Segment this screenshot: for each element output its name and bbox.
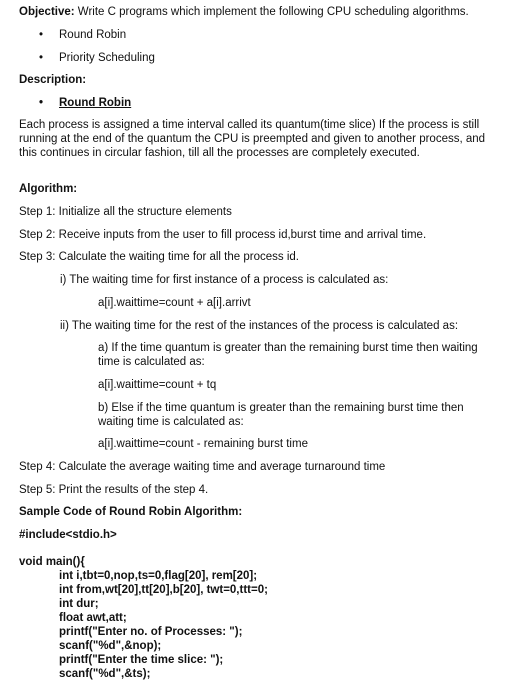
- code-line: int i,tbt=0,nop,ts=0,flag[20], rem[20];: [59, 570, 258, 582]
- algorithm-step-2: Step 2: Receive inputs from the user to fill process id,burst time and arrival time.: [19, 229, 427, 241]
- algorithm-step-3-ii: ii) The waiting time for the rest of the instances of the process is calculated as:: [60, 320, 459, 332]
- objective-item-priority-scheduling: • Priority Scheduling: [59, 51, 155, 65]
- code-line: scanf("%d",&ts);: [59, 668, 151, 680]
- description-paragraph: Each process is assigned a time interval called its quantum(time slice) If the process is still running at the end of the quantum the CPU is preempted and given to another process, and this continues in circular fashion, till all the processes are completely executed.: [19, 119, 486, 159]
- algorithm-step-3-i: i) The waiting time for first instance of a process is calculated as:: [60, 274, 389, 286]
- code-line: int dur;: [59, 598, 99, 610]
- code-include-line: #include<stdio.h>: [19, 529, 117, 541]
- algorithm-step-3-ii-a-formula: a[i].waittime=count + tq: [98, 379, 217, 391]
- algorithm-step-3: Step 3: Calculate the waiting time for all the process id.: [19, 251, 299, 263]
- objective-label: Objective:: [19, 6, 75, 18]
- sample-code-heading: Sample Code of Round Robin Algorithm:: [19, 506, 243, 518]
- algorithm-step-4: Step 4: Calculate the average waiting time and average turnaround time: [19, 461, 386, 473]
- description-bullet-round-robin: • Round Robin: [59, 96, 131, 110]
- algorithm-heading: Algorithm:: [19, 183, 78, 195]
- description-heading: Description:: [19, 74, 87, 86]
- code-line: float awt,att;: [59, 612, 127, 624]
- algorithm-step-5: Step 5: Print the results of the step 4.: [19, 484, 209, 496]
- objective-item-round-robin: • Round Robin: [59, 28, 126, 42]
- objective-line: [19, 5, 469, 19]
- algorithm-step-1: Step 1: Initialize all the structure elements: [19, 206, 232, 218]
- code-line: printf("Enter the time slice: ");: [59, 654, 224, 666]
- algorithm-step-3-ii-b-formula: a[i].waittime=count - remaining burst time: [98, 438, 308, 450]
- code-main-line: void main(){: [19, 556, 85, 568]
- algorithm-step-3-ii-b: b) Else if the time quantum is greater than the remaining burst time then waiting time is calculated as:: [98, 402, 464, 428]
- code-line: int from,wt[20],tt[20],b[20], twt=0,ttt=0;: [59, 584, 268, 596]
- algorithm-step-3-ii-a: a) If the time quantum is greater than the remaining burst time then waiting time is calculated as:: [98, 342, 478, 368]
- objective-text: Write C programs which implement the following CPU scheduling algorithms.: [74, 6, 469, 18]
- algorithm-step-3-i-formula: a[i].waittime=count + a[i].arrivt: [98, 297, 251, 309]
- code-line: printf("Enter no. of Processes: ");: [59, 626, 243, 638]
- code-line: scanf("%d",&nop);: [59, 640, 162, 652]
